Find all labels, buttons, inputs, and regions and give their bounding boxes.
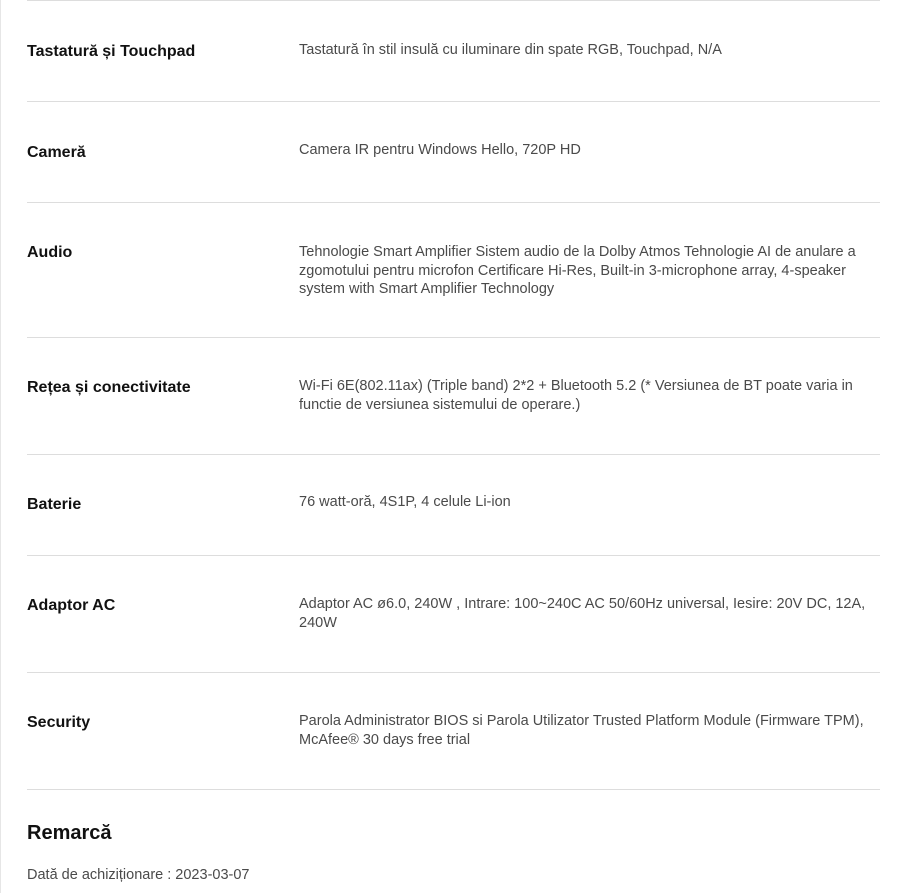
spec-value: Parola Administrator BIOS si Parola Utilizator Trusted Platform Module (Firmware TPM), McAfee® 30 days free trial [299,713,864,748]
spec-label: Audio [27,244,73,261]
spec-label: Cameră [27,144,86,161]
spec-row-battery [27,455,880,556]
spec-row-camera [27,102,880,203]
spec-value: Wi-Fi 6E(802.11ax) (Triple band) 2*2 + Bluetooth 5.2 (* Versiunea de BT poate varia in functie de versiunea sistemului de operare.) [299,378,853,413]
spec-value: Tastatură în stil insulă cu iluminare din spate RGB, Touchpad, N/A [299,42,722,58]
spec-row-network [27,338,880,455]
spec-label: Adaptor AC [27,597,116,614]
spec-label: Baterie [27,496,82,513]
spec-label: Rețea și conectivitate [27,379,191,396]
spec-row-security [27,673,880,790]
spec-value: Tehnologie Smart Amplifier Sistem audio de la Dolby Atmos Tehnologie AI de anulare a zgomotului pentru microfon Certificare Hi-Res, Built-in 3-microphone array, 4-speaker system with Smart Amplifier Technology [299,244,856,297]
spec-label: Tastatură și Touchpad [27,43,196,60]
spec-row-audio [27,203,880,338]
spec-value: Adaptor AC ø6.0, 240W , Intrare: 100~240C AC 50/60Hz universal, Iesire: 20V DC, 12A, 240W [299,596,866,631]
purchase-date-text: Dată de achiziționare : 2023-03-07 [27,867,250,883]
spec-value: Camera IR pentru Windows Hello, 720P HD [299,142,581,158]
spec-row-keyboard [27,1,880,102]
spec-label: Security [27,714,91,731]
spec-row-ac-adapter [27,556,880,673]
spec-value: 76 watt-oră, 4S1P, 4 celule Li-ion [299,494,511,510]
spec-table [27,0,880,790]
remark-heading: Remarcă [27,822,112,844]
